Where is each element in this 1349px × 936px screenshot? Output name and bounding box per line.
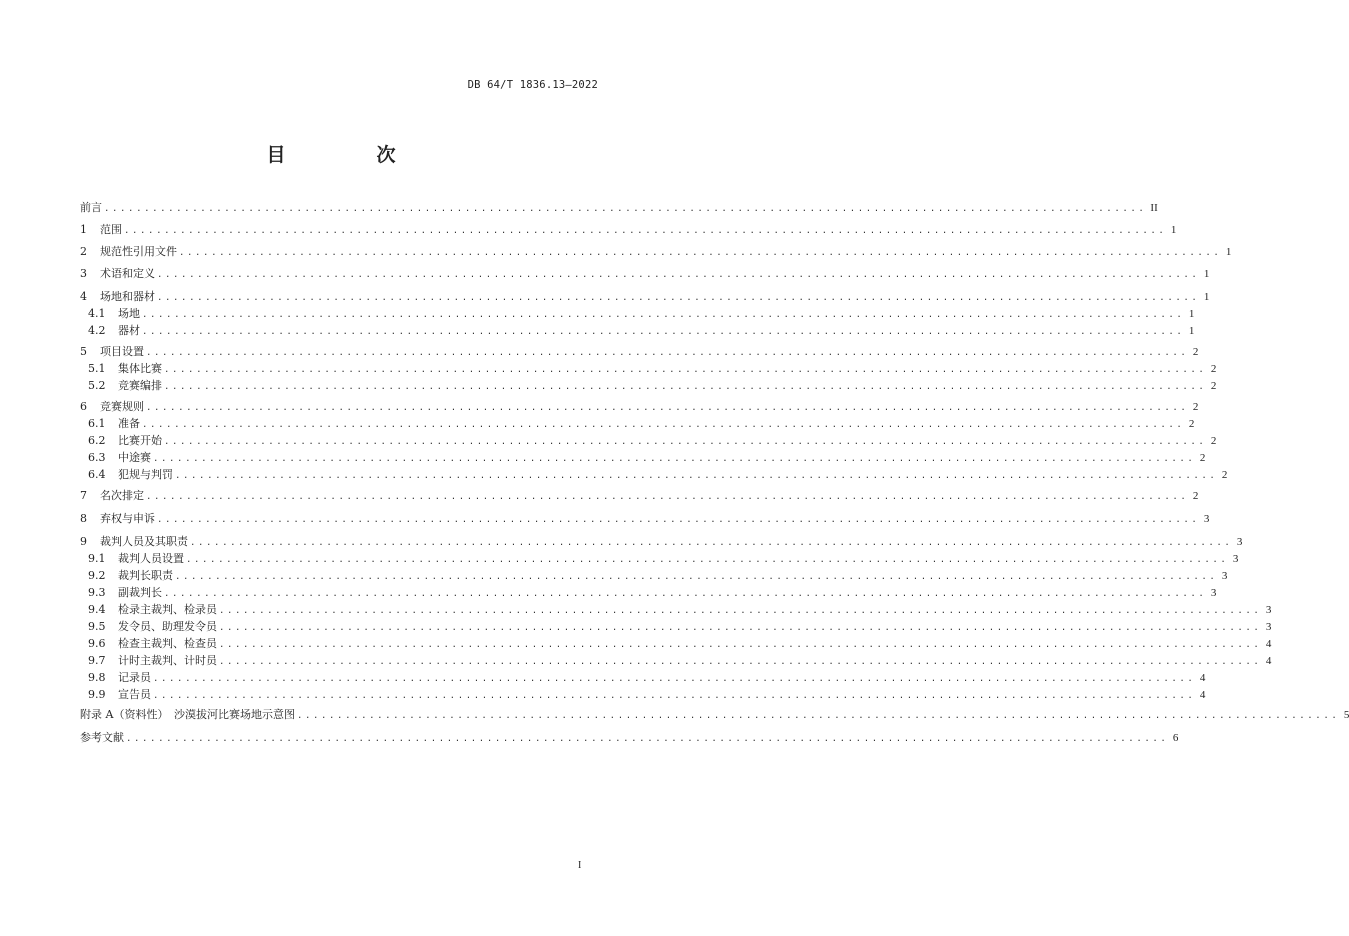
toc-entry-6-2[interactable]	[88, 433, 1217, 449]
toc-number: 2	[80, 245, 87, 258]
toc-leader: ..................................................................................................................................	[219, 657, 1262, 667]
toc-title: 中途赛	[118, 451, 151, 464]
toc-leader: ..................................................................................................................................	[186, 555, 1229, 565]
toc-title: 集体比赛	[118, 362, 162, 375]
toc-title: 项目设置	[100, 345, 144, 358]
toc-entry-5-1[interactable]	[88, 361, 1217, 377]
toc-page: 1	[1170, 224, 1177, 236]
toc-number: 9.2	[88, 569, 106, 582]
toc-number: 4.1	[88, 307, 106, 320]
toc-title: 前言	[80, 201, 102, 214]
toc-number: 4	[80, 290, 87, 303]
toc-page: 4	[1199, 689, 1206, 701]
toc-page: 2	[1192, 401, 1199, 413]
toc-title: 宣告员	[118, 688, 151, 701]
toc-leader: ..................................................................................................................................	[142, 327, 1185, 337]
toc-number: 6.4	[88, 468, 106, 481]
toc-leader: ..................................................................................................................................	[153, 674, 1196, 684]
toc-entry-references[interactable]	[80, 730, 1179, 746]
toc-title: 检查主裁判、检查员	[118, 637, 217, 650]
toc-title: 竞赛规则	[100, 400, 144, 413]
toc-page: 1	[1188, 308, 1195, 320]
toc-entry-5-2[interactable]	[88, 378, 1217, 394]
standard-code: DB 64/T 1836.13—2022	[467, 79, 598, 91]
toc-number: 5.2	[88, 379, 106, 392]
toc-page: 4	[1265, 655, 1272, 667]
toc-entry-9-5[interactable]	[88, 619, 1272, 635]
toc-title: 附录 A（资料性） 沙漠拔河比赛场地示意图	[80, 708, 295, 721]
toc-leader: ..................................................................................................................................	[175, 471, 1218, 481]
toc-entry-4-1[interactable]	[88, 306, 1195, 322]
toc-entry-4[interactable]	[80, 289, 1210, 305]
toc-page: 3	[1203, 513, 1210, 525]
toc-page: 2	[1192, 490, 1199, 502]
toc-leader: ..................................................................................................................................	[179, 248, 1222, 258]
toc-entry-6[interactable]	[80, 399, 1199, 415]
toc-number: 9	[80, 535, 87, 548]
toc-entry-1[interactable]	[80, 222, 1177, 238]
toc-number: 9.3	[88, 586, 106, 599]
toc-page: 1	[1225, 246, 1232, 258]
toc-number: 6.2	[88, 434, 106, 447]
toc-leader: ..................................................................................................................................	[190, 538, 1233, 548]
toc-leader: ..................................................................................................................................	[146, 492, 1189, 502]
toc-page: 2	[1221, 469, 1228, 481]
toc-leader: ..................................................................................................................................	[157, 293, 1200, 303]
toc-title: 计时主裁判、计时员	[118, 654, 217, 667]
toc-entry-9-1[interactable]	[88, 551, 1239, 567]
toc-number: 1	[80, 223, 87, 236]
toc-entry-9-7[interactable]	[88, 653, 1272, 669]
toc-leader: ..................................................................................................................................	[126, 734, 1169, 744]
toc-title: 比赛开始	[118, 434, 162, 447]
toc-number: 6	[80, 400, 87, 413]
toc-title: 规范性引用文件	[100, 245, 177, 258]
toc-page: 3	[1236, 536, 1243, 548]
toc-entry-7[interactable]	[80, 488, 1199, 504]
toc-title: 名次排定	[100, 489, 144, 502]
toc-entry-foreword[interactable]	[80, 200, 1158, 216]
toc-title: 参考文献	[80, 731, 124, 744]
toc-entry-2[interactable]	[80, 244, 1232, 260]
toc-entry-9-6[interactable]	[88, 636, 1272, 652]
toc-title: 检录主裁判、检录员	[118, 603, 217, 616]
toc-page: 1	[1203, 268, 1210, 280]
toc-leader: ..................................................................................................................................	[164, 382, 1207, 392]
toc-leader: ..................................................................................................................................	[219, 606, 1262, 616]
toc-number: 9.9	[88, 688, 106, 701]
toc-leader: ..................................................................................................................................	[146, 348, 1189, 358]
toc-entry-6-3[interactable]	[88, 450, 1206, 466]
toc-entry-3[interactable]	[80, 266, 1210, 282]
toc-leader: ..................................................................................................................................	[124, 226, 1167, 236]
toc-entry-9-9[interactable]	[88, 687, 1206, 703]
toc-number: 3	[80, 267, 87, 280]
toc-title: 弃权与申诉	[100, 512, 155, 525]
toc-title: 裁判人员设置	[118, 552, 184, 565]
toc-number: 6.1	[88, 417, 106, 430]
toc-title: 准备	[118, 417, 140, 430]
toc-title: 记录员	[118, 671, 151, 684]
toc-leader: ..................................................................................................................................	[164, 589, 1207, 599]
toc-title: 副裁判长	[118, 586, 162, 599]
toc-leader: ..................................................................................................................................	[104, 204, 1147, 214]
toc-page: 2	[1192, 346, 1199, 358]
toc-page: 4	[1265, 638, 1272, 650]
toc-leader: ..................................................................................................................................	[146, 403, 1189, 413]
toc-entry-9[interactable]	[80, 534, 1243, 550]
toc-leader: ..................................................................................................................................	[153, 691, 1196, 701]
toc-entry-6-4[interactable]	[88, 467, 1228, 483]
toc-page: 4	[1199, 672, 1206, 684]
toc-entry-8[interactable]	[80, 511, 1210, 527]
toc-number: 9.5	[88, 620, 106, 633]
toc-title: 裁判长职责	[118, 569, 173, 582]
toc-leader: ..................................................................................................................................	[219, 640, 1262, 650]
toc-entry-9-2[interactable]	[88, 568, 1228, 584]
toc-number: 7	[80, 489, 87, 502]
page-number: I	[578, 860, 582, 871]
toc-number: 9.6	[88, 637, 106, 650]
toc-title: 竞赛编排	[118, 379, 162, 392]
toc-leader: ..................................................................................................................................	[219, 623, 1262, 633]
toc-leader: ..................................................................................................................................	[296, 711, 1340, 721]
toc-number: 9.7	[88, 654, 106, 667]
toc-page: 2	[1188, 418, 1195, 430]
toc-number: 9.4	[88, 603, 106, 616]
toc-page: 2	[1210, 363, 1217, 375]
toc-entry-5[interactable]	[80, 344, 1199, 360]
toc-title: 术语和定义	[100, 267, 155, 280]
toc-leader: ..................................................................................................................................	[164, 365, 1207, 375]
toc-page: 1	[1203, 291, 1210, 303]
toc-page: 2	[1210, 380, 1217, 392]
toc-entry-9-8[interactable]	[88, 670, 1206, 686]
toc-page: 2	[1210, 435, 1217, 447]
toc-leader: ..................................................................................................................................	[175, 572, 1218, 582]
toc-leader: ..................................................................................................................................	[164, 437, 1207, 447]
toc-page: II	[1150, 202, 1158, 214]
toc-title: 器材	[118, 324, 140, 337]
toc-entry-6-1[interactable]	[88, 416, 1195, 432]
toc-title: 目 次	[266, 144, 432, 166]
toc-title: 裁判人员及其职责	[100, 535, 188, 548]
toc-page: 3	[1232, 553, 1239, 565]
toc-page: 3	[1210, 587, 1217, 599]
toc-number: 4.2	[88, 324, 106, 337]
toc-page: 1	[1188, 325, 1195, 337]
toc-title: 范围	[100, 223, 122, 236]
toc-entry-appendix-a[interactable]	[80, 707, 1349, 723]
toc-number: 8	[80, 512, 87, 525]
toc-title: 场地	[118, 307, 140, 320]
toc-leader: ..................................................................................................................................	[157, 515, 1200, 525]
toc-number: 6.3	[88, 451, 106, 464]
toc-page: 3	[1221, 570, 1228, 582]
toc-page: 3	[1265, 621, 1272, 633]
toc-title: 发令员、助理发令员	[118, 620, 217, 633]
toc-leader: ..................................................................................................................................	[153, 454, 1196, 464]
toc-leader: ..................................................................................................................................	[142, 310, 1185, 320]
toc-leader: ..................................................................................................................................	[142, 420, 1185, 430]
toc-number: 5.1	[88, 362, 106, 375]
toc-page: 5	[1343, 709, 1349, 721]
toc-page: 2	[1199, 452, 1206, 464]
toc-entry-9-3[interactable]	[88, 585, 1217, 601]
toc-entry-9-4[interactable]	[88, 602, 1272, 618]
toc-number: 9.1	[88, 552, 106, 565]
toc-number: 9.8	[88, 671, 106, 684]
toc-leader: ..................................................................................................................................	[157, 270, 1200, 280]
toc-page: 6	[1172, 732, 1179, 744]
toc-title: 犯规与判罚	[118, 468, 173, 481]
toc-title: 场地和器材	[100, 290, 155, 303]
toc-page: 3	[1265, 604, 1272, 616]
toc-entry-4-2[interactable]	[88, 323, 1195, 339]
toc-number: 5	[80, 345, 87, 358]
